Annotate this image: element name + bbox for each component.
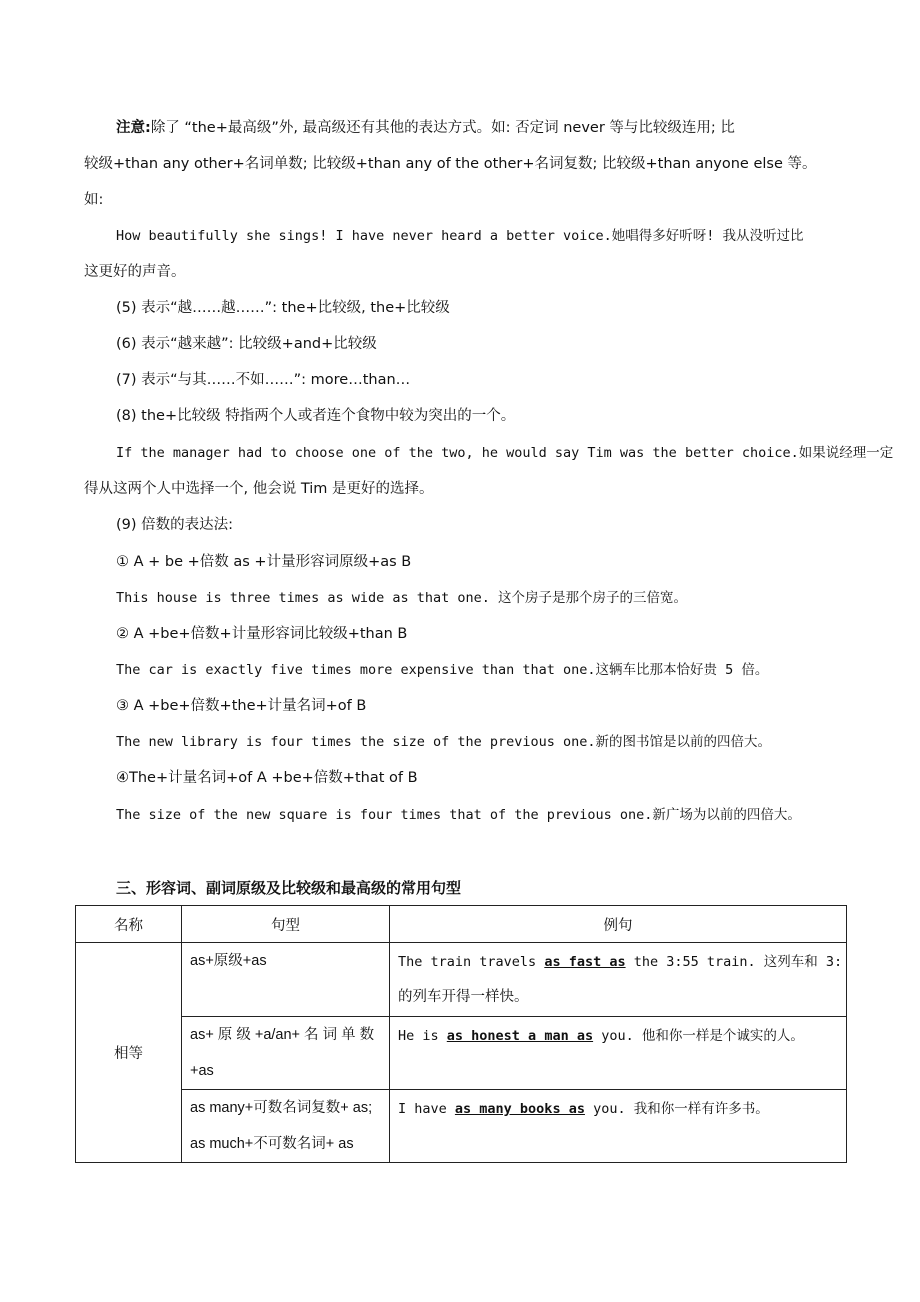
multiples-formula-3: ③ A +be+倍数+the+计量名词+of B — [116, 698, 367, 714]
pattern-text: as many+可数名词复数+ as; — [190, 1100, 373, 1116]
example-highlight: as many books as — [454, 1101, 585, 1117]
pattern-text: as+ 原 级 +a/an+ 名 词 单 数 — [190, 1027, 375, 1043]
section-title: 三、形容词、副词原级及比较级和最高级的常用句型 — [116, 879, 462, 897]
example-line-2: 的列车开得一样快。 — [398, 989, 529, 1005]
example-cell — [390, 1017, 847, 1090]
multiples-formula-1: ① A + be +倍数 as +计量形容词原级+as B — [116, 554, 412, 570]
pattern-text-2: as much+不可数名词+ as — [190, 1136, 354, 1152]
item-6: (6) 表示“越来越”: 比较级+and+比较级 — [116, 336, 377, 352]
group-name-cell: 相等 — [76, 943, 182, 1163]
pattern-cell — [182, 1090, 390, 1163]
header-example: 例句 — [390, 906, 847, 943]
example-manager-line-2: 得从这两个人中选择一个, 他会说 Tim 是更好的选择。 — [84, 481, 434, 497]
pattern-text-2: +as — [190, 1063, 214, 1079]
header-name: 名称 — [76, 906, 182, 943]
note-line-2: 较级+than any other+名词单数; 比较级+than any of the other+名词复数; 比较级+than anyone else 等。 — [84, 156, 817, 172]
example-beautiful-line-1: How beautifully she sings! I have never heard a better voice.她唱得多好听呀! 我从没听过比 — [116, 228, 804, 244]
item-7: (7) 表示“与其……不如……”: more…than… — [116, 372, 411, 388]
multiples-example-3: The new library is four times the size of the previous one.新的图书馆是以前的四倍大。 — [116, 734, 772, 750]
table-row — [76, 1090, 847, 1163]
example-manager-line-1: If the manager had to choose one of the two, he would say Tim was the better choice.如果说经理一定 — [116, 445, 894, 461]
example-pre: He is — [398, 1028, 447, 1044]
pattern-text-2 — [190, 979, 381, 1015]
note-text: 除了 “the+最高级”外, 最高级还有其他的表达方式。如: 否定词 never 等与比较级连用; 比 — [150, 120, 735, 136]
example-post: the 3:55 train. 这列车和 3: — [625, 954, 843, 970]
table-row — [76, 943, 847, 1017]
example-line-2 — [398, 1053, 838, 1089]
multiples-title: (9) 倍数的表达法: — [116, 517, 234, 533]
example-beautiful-line-2: 这更好的声音。 — [84, 264, 186, 280]
sentence-pattern-table — [75, 905, 847, 1163]
multiples-example-2: The car is exactly five times more expensive than that one.这辆车比那本恰好贵 5 倍。 — [116, 662, 769, 678]
multiples-example-1: This house is three times as wide as that one. 这个房子是那个房子的三倍宽。 — [116, 590, 688, 606]
note-label: 注意: — [116, 120, 151, 136]
table-header-row — [76, 906, 847, 943]
example-cell — [390, 943, 847, 1017]
example-line-2 — [398, 1126, 838, 1162]
item-5: (5) 表示“越……越……”: the+比较级, the+比较级 — [116, 300, 450, 316]
example-cell — [390, 1090, 847, 1163]
multiples-example-4: The size of the new square is four times that of the previous one.新广场为以前的四倍大。 — [116, 807, 801, 823]
pattern-text: as+原级+as — [190, 953, 267, 969]
item-8: (8) the+比较级 特指两个人或者连个食物中较为突出的一个。 — [116, 408, 516, 424]
table-row — [76, 1017, 847, 1090]
example-post: you. 他和你一样是个诚实的人。 — [593, 1028, 804, 1044]
example-post: you. 我和你一样有许多书。 — [584, 1101, 769, 1117]
pattern-cell — [182, 943, 390, 1017]
example-pre: I have — [398, 1101, 455, 1117]
multiples-formula-2: ② A +be+倍数+计量形容词比较级+than B — [116, 626, 408, 642]
example-highlight: as fast as — [544, 954, 626, 970]
example-pre: The train travels — [398, 954, 545, 970]
header-pattern: 句型 — [182, 906, 390, 943]
multiples-formula-4: ④The+计量名词+of A +be+倍数+that of B — [116, 770, 418, 786]
note-line-1 — [116, 118, 735, 138]
example-highlight: as honest a man as — [446, 1028, 594, 1044]
note-line-3: 如: — [84, 192, 104, 208]
pattern-cell — [182, 1017, 390, 1090]
